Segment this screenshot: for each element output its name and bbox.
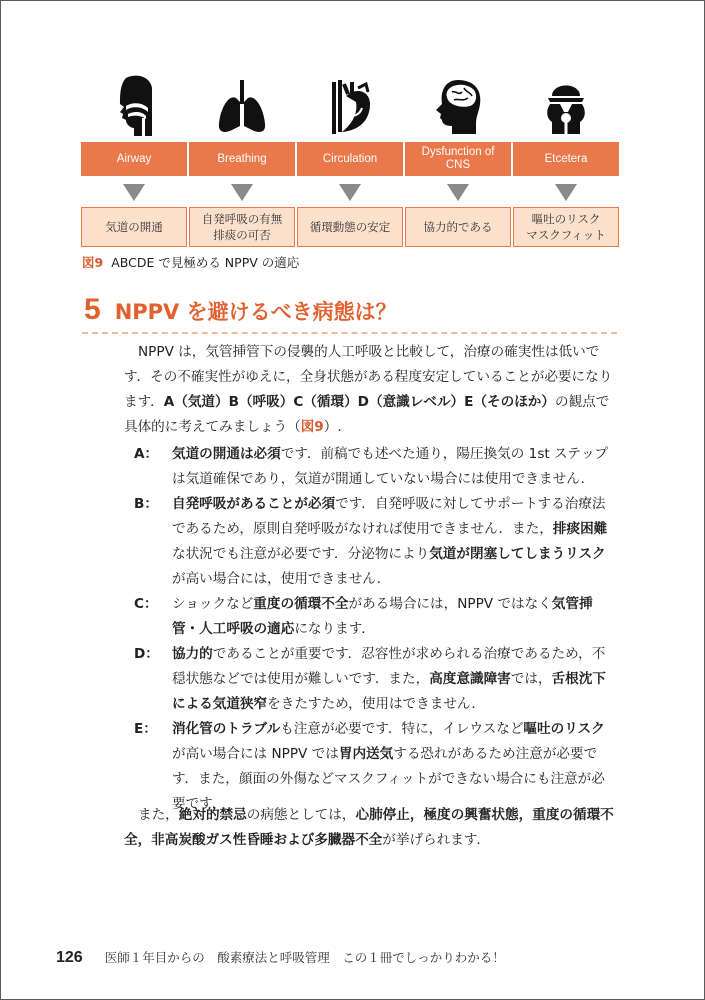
bold-text: 排痰困難: [552, 521, 608, 537]
intro-text: NPPV は，気管挿管下の侵襲的人工呼吸と比較して，治療の確実性は低いです．その不確実性がゆえに，全身状態がある程度安定していることが必要になります．: [124, 344, 613, 410]
text: する恐れがあるため注意が必要です．また，顔面の外傷などマスクフィットができない場合にも注意が必要です．: [172, 746, 605, 812]
down-arrow-icon: [555, 184, 577, 201]
text: をきたすため，使用はできません．: [267, 696, 485, 712]
list-item: [134, 492, 614, 592]
mask-face-icon: [513, 70, 619, 136]
figure-column-cns: [405, 70, 511, 248]
bold-text: 高度意識障害: [429, 671, 511, 687]
list-item-key: E：: [134, 721, 157, 737]
figure-label: Etcetera: [513, 142, 619, 176]
down-arrow-icon: [339, 184, 361, 201]
text: が高い場合には NPPV では: [172, 746, 339, 762]
closing-paragraph: [124, 803, 614, 853]
page-number: 126: [56, 949, 83, 966]
text: な状況でも注意が必要です．分泌物により: [172, 546, 430, 562]
figure-caption-text: ABCDE で見極める NPPV の適応: [111, 255, 300, 270]
lungs-icon: [189, 70, 295, 136]
list-item: [134, 592, 614, 642]
intro-text: ）.: [323, 419, 342, 435]
figure-label: Circulation: [297, 142, 403, 176]
head-airway-icon: [81, 70, 187, 136]
figure-number: 図9: [82, 255, 104, 270]
bold-text: 重度の循環不全: [253, 596, 349, 612]
figure-column-airway: [81, 70, 187, 248]
intro-text: の観点で具体的に考えてみましょう（: [124, 394, 610, 435]
text: が高い場合には，使用できません．: [172, 571, 391, 587]
text: です．前稿でも述べた通り，陽圧換気の 1st ステップは気道確保であり，気道が開通していない場合には使用できません．: [172, 446, 609, 487]
section-divider: [82, 332, 617, 334]
figure-column-etcetera: [513, 70, 619, 248]
figure-label: Dysfunction of CNS: [405, 142, 511, 176]
down-arrow-icon: [447, 184, 469, 201]
figure-result: 協力的である: [405, 207, 511, 247]
text: がある場合には，NPPV ではなく: [348, 596, 552, 612]
list-item: [134, 717, 614, 817]
bold-text: 気道が閉塞してしまうリスク: [429, 546, 606, 562]
figure-column-circulation: [297, 70, 403, 248]
figure-reference[interactable]: 図9: [300, 419, 324, 435]
text: ショックなど: [172, 596, 254, 612]
section-heading: [84, 293, 397, 327]
bold-text: 自発呼吸があることが必須: [172, 496, 336, 512]
page-footer: [56, 948, 505, 967]
intro-bold: A（気道）B（呼吸）C（循環）D（意識レベル）E（そのほか）: [163, 394, 555, 410]
down-arrow-icon: [231, 184, 253, 201]
text: また，: [138, 807, 179, 823]
section-title: NPPV を避けるべき病態は？: [114, 300, 397, 324]
figure-result: 自発呼吸の有無 排痰の可否: [189, 207, 295, 247]
text: が挙げられます．: [382, 832, 490, 848]
bold-text: 胃内送気: [338, 746, 394, 762]
running-title: 医師１年目からの 酸素療法と呼吸管理 この１冊でしっかりわかる！: [104, 950, 505, 965]
abcde-figure: [81, 70, 606, 250]
down-arrow-icon: [123, 184, 145, 201]
section-number: 5: [84, 293, 101, 326]
bold-text: 気道の開通は必須: [172, 446, 281, 462]
text: になります．: [294, 621, 375, 637]
figure-label: Breathing: [189, 142, 295, 176]
figure-column-breathing: [189, 70, 295, 248]
list-item-key: C：: [134, 596, 158, 612]
text: では，: [510, 671, 552, 687]
figure-result: 嘔吐のリスク マスクフィット: [513, 207, 619, 247]
text: であることが重要です．忍容性が求められる治療であるため，不穏状態などでは使用が難しいです．また，: [172, 646, 606, 687]
list-item: [134, 442, 614, 492]
list-item-key: D：: [134, 646, 159, 662]
bold-text: 嘔吐のリスク: [523, 721, 605, 737]
abcde-list: [124, 442, 614, 817]
bold-text: 絶対的禁忌: [178, 807, 247, 823]
text: の病態としては，: [246, 807, 356, 823]
figure-label: Airway: [81, 142, 187, 176]
closing-section: [124, 803, 614, 853]
text: です．自発呼吸に対してサポートする治療法であるため，原則自発呼吸がなければ使用できません．また，: [172, 496, 606, 537]
bold-text: 気管挿管・人工呼吸の適応: [172, 596, 593, 637]
figure-caption: [82, 253, 299, 271]
bold-text: 消化管のトラブル: [172, 721, 281, 737]
list-item-key: A：: [134, 446, 159, 462]
heart-icon: [297, 70, 403, 136]
body-text: [124, 340, 614, 817]
bold-text: 心肺停止，極度の興奮状態，重度の循環不全，非高炭酸ガス性昏睡および多臓器不全: [124, 807, 614, 848]
bold-text: 舌根沈下による気道狭窄: [172, 671, 606, 712]
figure-result: 気道の開通: [81, 207, 187, 247]
brain-head-icon: [405, 70, 511, 136]
bold-text: 協力的: [172, 646, 213, 662]
list-item-key: B：: [134, 496, 158, 512]
list-item: [134, 642, 614, 717]
intro-paragraph: [124, 340, 614, 440]
text: も注意が必要です．特に，イレウスなど: [280, 721, 524, 737]
figure-result: 循環動態の安定: [297, 207, 403, 247]
